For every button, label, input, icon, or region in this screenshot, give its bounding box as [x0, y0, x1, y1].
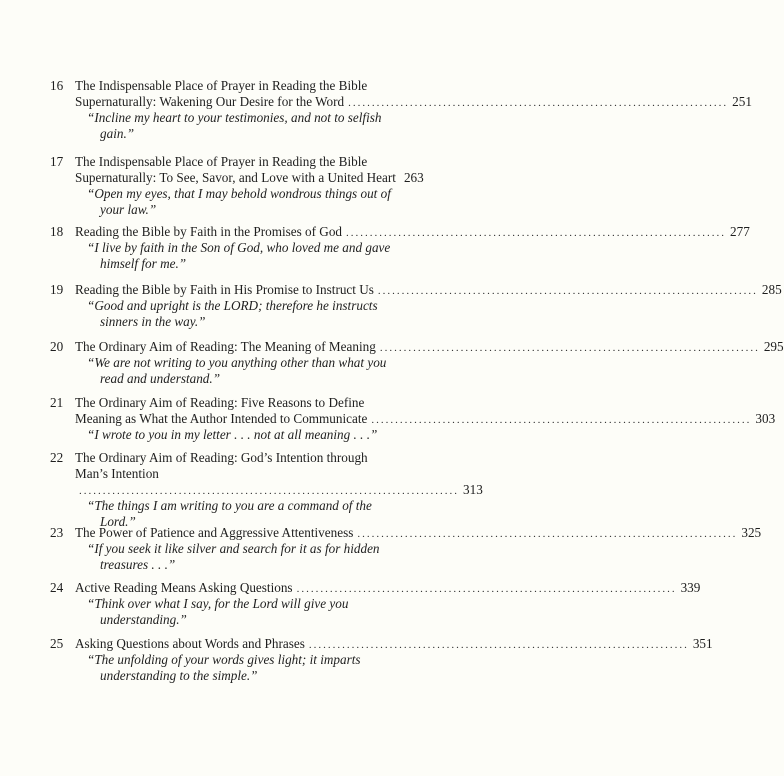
epigraph-quote: “Open my eyes, that I may behold wondrous things out of — [87, 186, 391, 201]
page-number: 295 — [763, 339, 784, 354]
chapter-body — [75, 580, 701, 628]
epigraph-quote: treasures . . .” — [100, 557, 176, 572]
chapter-number: 25 — [50, 636, 64, 651]
chapter-number: 24 — [50, 580, 64, 595]
chapter-title-line — [75, 224, 750, 240]
dot-leader: ................................................................................ — [308, 639, 689, 651]
chapter-title-line: The Indispensable Place of Prayer in Reading the Bible — [75, 78, 368, 93]
chapter-title-line: The Ordinary Aim of Reading: Five Reasons to Define — [75, 395, 365, 410]
chapter-number: 20 — [50, 339, 64, 354]
epigraph-quote: gain.” — [100, 126, 135, 141]
page-number: 263 — [403, 170, 424, 185]
epigraph-quote: “Incline my heart to your testimonies, and not to selfish — [87, 110, 382, 125]
dot-leader: ................................................................................ — [348, 97, 729, 109]
chapter-title-line — [75, 580, 701, 596]
dot-leader: ................................................................................ — [296, 583, 677, 595]
chapter-title-line — [75, 94, 752, 110]
chapter-number: 17 — [50, 154, 64, 169]
epigraph-quote: understanding.” — [100, 612, 187, 627]
chapter-number: 16 — [50, 78, 64, 93]
epigraph-quote: “I live by faith in the Son of God, who loved me and gave — [87, 240, 391, 255]
dot-leader: ................................................................................ — [371, 414, 752, 426]
chapter-title-line: Man’s Intention — [75, 466, 159, 481]
page-number: 339 — [680, 580, 701, 595]
chapter-title-text: Reading the Bible by Faith in the Promises of God — [75, 224, 343, 239]
chapter-title-text: Reading the Bible by Faith in His Promise to Instruct Us — [75, 282, 374, 297]
epigraph-quote: your law.” — [100, 202, 157, 217]
chapter-title-line — [75, 282, 782, 298]
chapter-title-text: The Power of Patience and Aggressive Attentiveness — [75, 525, 354, 540]
epigraph-quote: “The unfolding of your words gives light; it imparts — [87, 652, 361, 667]
dot-leader: ................................................................................ — [379, 342, 760, 354]
epigraph-quote: “We are not writing to you anything other than what you — [87, 355, 387, 370]
chapter-title-line — [75, 170, 424, 186]
page-number: 251 — [732, 94, 752, 109]
epigraph-quote: sinners in the way.” — [100, 314, 206, 329]
chapter-body — [75, 282, 782, 330]
chapter-title-text: Supernaturally: To See, Savor, and Love with a United Heart — [75, 170, 396, 185]
chapter-number: 18 — [50, 224, 64, 239]
chapter-title-text: Asking Questions about Words and Phrases — [75, 636, 305, 651]
chapter-title-text: Meaning as What the Author Intended to Communicate — [75, 411, 368, 426]
chapter-title-text: The Ordinary Aim of Reading: The Meaning of Meaning — [75, 339, 376, 354]
chapter-body — [75, 78, 752, 142]
chapter-body — [75, 224, 750, 272]
chapter-number: 22 — [50, 450, 64, 465]
chapter-body — [75, 450, 483, 530]
dot-leader: ................................................................................ — [79, 485, 459, 497]
chapter-title-line — [75, 411, 776, 427]
page-number: 277 — [730, 224, 750, 239]
epigraph-quote: “Good and upright is the LORD; therefore he instructs — [87, 298, 378, 313]
chapter-title-line — [75, 339, 784, 355]
chapter-body — [75, 525, 762, 573]
epigraph-quote: “I wrote to you in my letter . . . not at all meaning . . .” — [87, 427, 378, 442]
page-number: 285 — [761, 282, 782, 297]
dot-leader: ................................................................................ — [346, 227, 727, 239]
chapter-title-line — [75, 636, 713, 652]
epigraph-quote: understanding to the simple.” — [100, 668, 258, 683]
chapter-body — [75, 395, 776, 443]
dot-leader: ................................................................................ — [377, 285, 758, 297]
epigraph-quote: “The things I am writing to you are a command of the — [87, 498, 372, 513]
page-number: 303 — [755, 411, 776, 426]
chapter-number: 21 — [50, 395, 64, 410]
dot-leader: ................................................................................ — [357, 528, 738, 540]
epigraph-quote: “If you seek it like silver and search for it as for hidden — [87, 541, 380, 556]
chapter-body — [75, 339, 784, 387]
epigraph-quote: “Think over what I say, for the Lord will give you — [87, 596, 349, 611]
chapter-title-line: The Ordinary Aim of Reading: God’s Intention through — [75, 450, 368, 465]
chapter-title-text: Active Reading Means Asking Questions — [75, 580, 293, 595]
page-number: 313 — [463, 482, 483, 497]
epigraph-quote: read and understand.” — [100, 371, 221, 386]
chapter-title-text: Supernaturally: Wakening Our Desire for the Word — [75, 94, 345, 109]
chapter-title-line: The Indispensable Place of Prayer in Reading the Bible — [75, 154, 368, 169]
chapter-number: 23 — [50, 525, 64, 540]
epigraph-quote: Lord.” — [100, 514, 136, 529]
chapter-body — [75, 636, 713, 684]
chapter-number: 19 — [50, 282, 64, 297]
chapter-body — [75, 154, 424, 218]
chapter-title-line — [75, 482, 483, 498]
page-number: 325 — [741, 525, 762, 540]
page-number: 351 — [692, 636, 713, 651]
epigraph-quote: himself for me.” — [100, 256, 187, 271]
chapter-title-line — [75, 525, 762, 541]
